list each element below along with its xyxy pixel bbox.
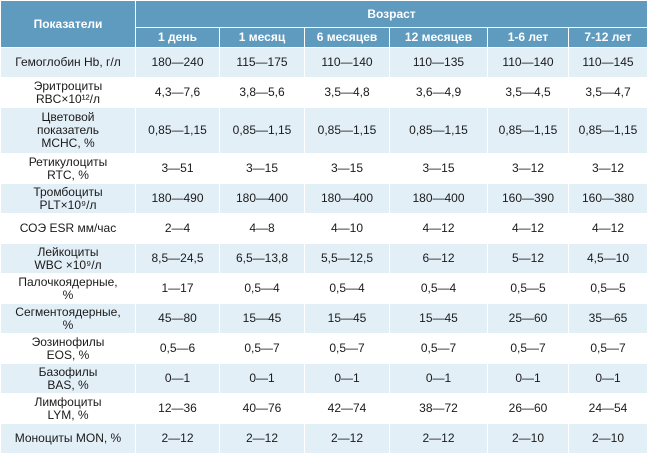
indicator-name (1, 274, 136, 304)
table-row (1, 214, 647, 244)
norm-value: 15—45 (305, 304, 390, 334)
norm-value: 0,85—1,15 (220, 108, 305, 154)
norm-value: 0,5—7 (488, 334, 569, 364)
table-row (1, 78, 647, 108)
indicator-name (1, 304, 136, 334)
table-body (1, 48, 647, 454)
indicator-name-line: % (62, 317, 74, 332)
norm-value: 15—45 (220, 304, 305, 334)
age-column-header: 1 месяц (220, 28, 305, 48)
norm-value: 110—135 (390, 48, 488, 78)
table-row (1, 48, 647, 78)
age-column-header: 1-6 лет (488, 28, 569, 48)
indicator-name-line: Лимфоциты (34, 394, 102, 409)
norm-value: 26—60 (488, 394, 569, 424)
norm-value: 45—80 (136, 304, 220, 334)
table-row (1, 274, 647, 304)
table-row (1, 108, 647, 154)
norm-value: 180—400 (220, 184, 305, 214)
norm-value: 0,5—5 (569, 274, 647, 304)
norm-value: 8,5—24,5 (136, 244, 220, 274)
indicator-name-line: Эритроциты (33, 78, 103, 93)
norm-value: 25—60 (488, 304, 569, 334)
norm-value: 5—12 (488, 244, 569, 274)
norm-value: 2—10 (488, 424, 569, 454)
norm-value: 3—15 (305, 154, 390, 184)
age-header: Возраст (136, 1, 647, 28)
indicator-name-line: Эозинофилы (31, 334, 105, 349)
norm-value: 5,5—12,5 (305, 244, 390, 274)
norm-value: 3—15 (220, 154, 305, 184)
norm-value: 110—140 (488, 48, 569, 78)
norm-value: 160—390 (488, 184, 569, 214)
norm-value: 6,5—13,8 (220, 244, 305, 274)
norm-value: 3—51 (136, 154, 220, 184)
indicator-name (1, 78, 136, 108)
norm-value: 42—74 (305, 394, 390, 424)
norm-value: 0—1 (305, 364, 390, 394)
norm-value: 180—240 (136, 48, 220, 78)
table-row (1, 364, 647, 394)
age-column-header: 7-12 лет (569, 28, 647, 48)
indicator-name (1, 334, 136, 364)
indicator-name (1, 154, 136, 184)
indicator-name-line: Сегментоядерные, (15, 304, 121, 319)
indicator-name (1, 394, 136, 424)
norm-value: 0,5—7 (220, 334, 305, 364)
norm-value: 0,5—4 (390, 274, 488, 304)
norm-value: 4—12 (390, 214, 488, 244)
norm-value: 3,5—4,8 (305, 78, 390, 108)
indicator-name-line: Ретикулоциты (28, 154, 108, 169)
norm-value: 35—65 (569, 304, 647, 334)
norm-value: 115—175 (220, 48, 305, 78)
table-row (1, 334, 647, 364)
table-row (1, 424, 647, 454)
indicator-header: Показатели (1, 1, 136, 48)
norm-value: 180—400 (305, 184, 390, 214)
indicator-name-line: BAS, % (47, 377, 89, 392)
indicator-name (1, 424, 136, 454)
indicator-name-line: СОЭ ESR мм/час (19, 221, 117, 235)
norm-value: 0,5—4 (220, 274, 305, 304)
norm-value: 40—76 (220, 394, 305, 424)
indicator-name-line: PLT×10⁹/л (39, 197, 97, 212)
indicator-name-line: WBC ×10⁹/л (34, 257, 102, 272)
norm-value: 2—10 (569, 424, 647, 454)
indicator-name-line: Цветовой (41, 110, 95, 124)
table-row (1, 184, 647, 214)
norm-value: 12—36 (136, 394, 220, 424)
norm-value: 0,5—7 (390, 334, 488, 364)
table-row (1, 394, 647, 424)
norm-value: 1—17 (136, 274, 220, 304)
indicator-name (1, 214, 136, 244)
norm-value: 2—12 (220, 424, 305, 454)
norm-value: 4,3—7,6 (136, 78, 220, 108)
norm-value: 180—490 (136, 184, 220, 214)
norm-value: 4,5—10 (569, 244, 647, 274)
norm-value: 0,5—7 (305, 334, 390, 364)
norm-value: 0,85—1,15 (305, 108, 390, 154)
indicator-name (1, 48, 136, 78)
norm-value: 160—380 (569, 184, 647, 214)
indicator-name-line: RTC, % (47, 167, 89, 182)
indicator-name-line: Лейкоциты (37, 244, 99, 259)
norm-value: 3—12 (569, 154, 647, 184)
norm-value: 4—12 (488, 214, 569, 244)
norm-value: 2—12 (305, 424, 390, 454)
norm-value: 0—1 (220, 364, 305, 394)
norm-value: 4—8 (220, 214, 305, 244)
norm-value: 0,5—6 (136, 334, 220, 364)
table-row (1, 244, 647, 274)
age-column-header: 1 день (136, 28, 220, 48)
norm-value: 3,5—4,7 (569, 78, 647, 108)
indicator-name (1, 244, 136, 274)
norm-value: 0,5—4 (305, 274, 390, 304)
norm-value: 4—10 (305, 214, 390, 244)
norm-value: 2—4 (136, 214, 220, 244)
norm-value: 3—12 (488, 154, 569, 184)
indicator-name-line: EOS, % (46, 347, 90, 362)
indicator-name-line: Базофилы (38, 364, 98, 379)
indicator-name (1, 108, 136, 154)
norm-value: 110—145 (569, 48, 647, 78)
age-column-header: 12 месяцев (390, 28, 488, 48)
table-row (1, 304, 647, 334)
norm-value: 3,5—4,5 (488, 78, 569, 108)
norm-value: 3—15 (390, 154, 488, 184)
norm-value: 3,6—4,9 (390, 78, 488, 108)
indicator-name-line: Моноциты MON, % (14, 431, 122, 445)
indicator-name-line: Палочкоядерные, (18, 274, 118, 289)
norm-value: 0—1 (569, 364, 647, 394)
indicator-name (1, 364, 136, 394)
norm-value: 0,5—7 (569, 334, 647, 364)
norm-value: 0—1 (390, 364, 488, 394)
norm-value: 0,85—1,15 (136, 108, 220, 154)
table-row (1, 154, 647, 184)
norm-value: 0,85—1,15 (488, 108, 569, 154)
norm-value: 0—1 (136, 364, 220, 394)
norm-value: 15—45 (390, 304, 488, 334)
norm-value: 2—12 (390, 424, 488, 454)
norm-value: 24—54 (569, 394, 647, 424)
indicator-name-line: LYM, % (47, 407, 89, 422)
indicator-name-line: показатель (36, 123, 100, 137)
norm-value: 110—140 (305, 48, 390, 78)
age-column-header: 6 месяцев (305, 28, 390, 48)
norm-value: 3,8—5,6 (220, 78, 305, 108)
norm-value: 6—12 (390, 244, 488, 274)
norm-value: 0—1 (488, 364, 569, 394)
norm-value: 0,85—1,15 (390, 108, 488, 154)
norm-value: 4—12 (569, 214, 647, 244)
norm-value: 0,85—1,15 (569, 108, 647, 154)
indicator-name-line: % (62, 287, 74, 302)
indicator-name-line: MCHC, % (41, 136, 95, 150)
norm-value: 38—72 (390, 394, 488, 424)
norm-value: 2—12 (136, 424, 220, 454)
indicator-name-line: Тромбоциты (33, 184, 103, 199)
norm-value: 180—400 (390, 184, 488, 214)
indicator-name-line: Гемоглобин Hb, г/л (15, 55, 121, 69)
norm-value: 0,5—5 (488, 274, 569, 304)
indicator-name-line: RBC×10¹²/л (35, 91, 101, 106)
indicator-name (1, 184, 136, 214)
